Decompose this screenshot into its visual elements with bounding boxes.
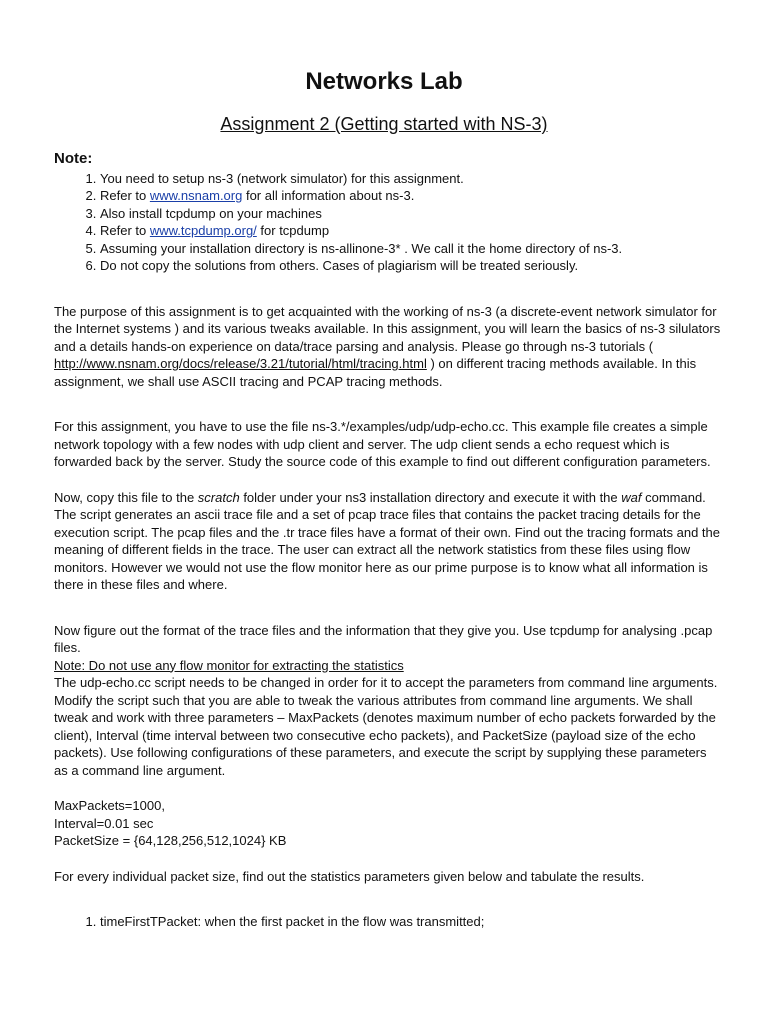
- note-item: 6. Do not copy the solutions from others. Cases of plagiarism will be treated seriously.: [100, 257, 722, 275]
- nsnam-link[interactable]: www.nsnam.org: [149, 188, 243, 203]
- flow-monitor-note: Note: Do not use any flow monitor for extracting the statistics: [54, 657, 404, 673]
- note-list: [54, 170, 722, 275]
- note-item: 3. Also install tcpdump on your machines: [100, 205, 722, 223]
- packet-size-param: PacketSize = {64,128,256,512,1024} KB: [54, 833, 287, 848]
- note-item: 1. You need to setup ns-3 (network simulator) for this assignment.: [100, 170, 722, 188]
- note-heading: Note:: [54, 150, 93, 167]
- tcpdump-link[interactable]: www.tcpdump.org/: [149, 223, 257, 238]
- interval-param: Interval=0.01 sec: [54, 815, 154, 831]
- note-item: 4. Refer to www.tcpdump.org/ for tcpdump: [100, 222, 722, 240]
- statistics-intro: For every individual packet size, find out the statistics parameters given below and tabulate the results.: [54, 868, 645, 884]
- document-body: [54, 150, 722, 931]
- max-packets-param: MaxPackets=1000,: [54, 798, 165, 813]
- usage-paragraph: For this assignment, you have to use the file ns-3.*/examples/udp/udp-echo.cc. This example file creates a simple network topology with a few nodes with udp client and server. The udp client sends a echo request which is forwarded back by the server. Study the source code of this example to find out different configuration parameters.: [54, 419, 711, 469]
- statistics-list: [54, 913, 722, 931]
- format-intro-paragraph: Now figure out the format of the trace files and the information that they give you. Use tcpdump for analysing .pcap files.: [54, 622, 713, 655]
- assignment-subtitle: Assignment 2 (Getting started with NS-3): [220, 114, 548, 134]
- script-details-paragraph: The udp-echo.cc script needs to be changed in order for it to accept the parameters from command line arguments. Modify the script such that you are able to tweak the various attributes from command line arguments. We shall tweak and work with three parameters – MaxPackets (denotes maximum number of echo packets forwarded by the client), Interval (time interval between two consecutive echo packets), and PacketSize (payload size of the echo packets). Use following configurations of these parameters, and execute the script by supplying these parameters as a command line argument.: [54, 675, 718, 778]
- tutorial-link[interactable]: http://www.nsnam.org/docs/release/3.21/tutorial/html/tracing.html: [54, 356, 427, 371]
- note-item: 5. Assuming your installation directory is ns-allinone-3* . We call it the home directory of ns-3.: [100, 240, 722, 258]
- note-item: 2. Refer to www.nsnam.org for all information about ns-3.: [100, 187, 722, 205]
- statistics-item: 1. timeFirstTPacket: when the first packet in the flow was transmitted;: [100, 913, 722, 931]
- parameter-block: [54, 797, 722, 850]
- document-title: Networks Lab: [305, 68, 463, 95]
- purpose-paragraph: The purpose of this assignment is to get acquainted with the working of ns-3 (a discrete-event network simulator for the Internet systems ) and its various tweaks available. In this assignment, you will learn the basics of ns-3 silulators and a details hands-on experience on data/trace parsing and analysis. Please go through ns-3 tutorials ( http://www.nsnam.org/docs/release/3.21/tutorial/html/tracing.html ) on different tracing methods available. In this assignment, we shall use ASCII tracing and PCAP tracing methods.: [54, 303, 721, 389]
- copy-paragraph: Now, copy this file to the scratch folder under your ns3 installation directory and execute it with the waf command. The script generates an ascii trace file and a set of pcap trace files that contains the packet tracing details for the execution script. The pcap files and the .tr trace files have a format of their own. Find out the tracing formats and the meaning of different fields in the trace. The user can extract all the network statistics from these files using flow monitors. However we would not use the flow monitor here as our prime purpose is to know what all information is there in these files and where.: [54, 489, 720, 592]
